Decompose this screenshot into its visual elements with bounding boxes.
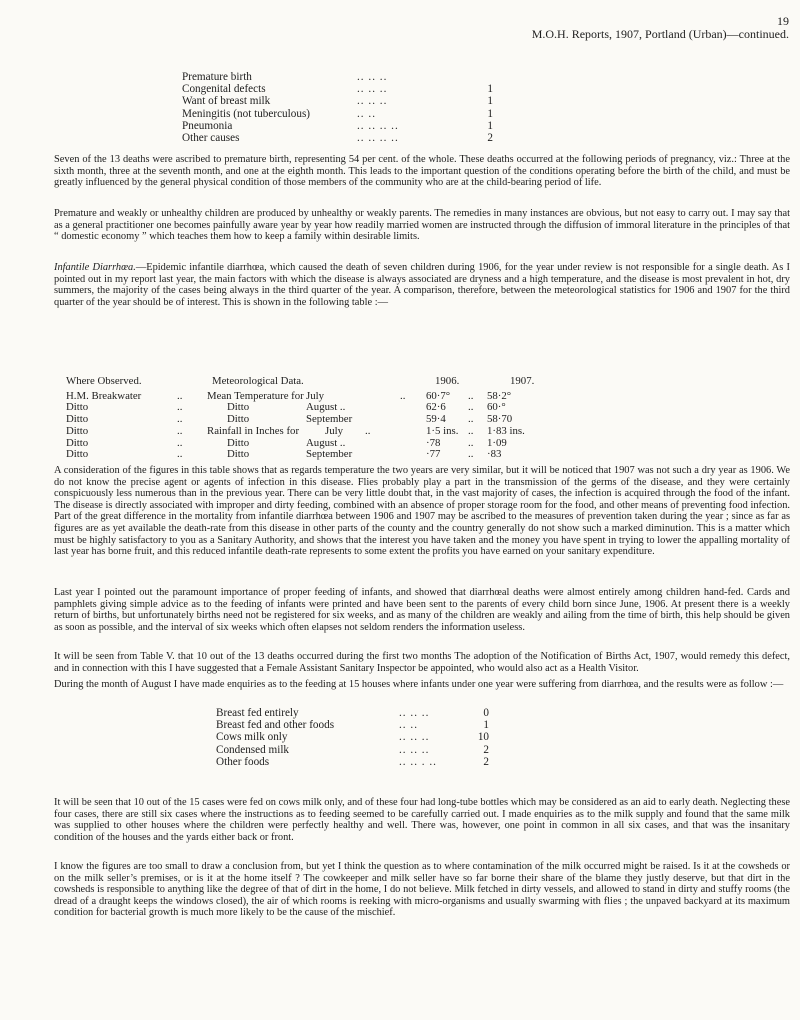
leader-dots: .. ..	[399, 719, 418, 732]
where-cell: Ditto	[66, 436, 89, 449]
where-cell: Ditto	[66, 401, 89, 414]
feeding-count: 10	[477, 731, 489, 744]
data-cell: Mean Temperature for	[207, 389, 304, 402]
column-header: 1906.	[435, 375, 460, 387]
meteorological-table	[66, 376, 570, 461]
paragraph-august-enquiries: During the month of August I have made enquiries as to the feeding at 15 houses where infants under one year were suffering from diarrhœa, and the results were as follow :—	[54, 679, 784, 690]
value-1907: 1·09	[487, 436, 507, 449]
cause-label: Pneumonia	[182, 119, 233, 132]
table-row	[182, 71, 512, 83]
cause-count: 2	[487, 132, 493, 145]
where-cell: Ditto	[66, 413, 89, 426]
leader-dots: ..	[468, 401, 474, 414]
leader-dots: .. .. ..	[399, 707, 430, 719]
leader-dots	[400, 438, 426, 450]
leader-dots: ..	[400, 389, 406, 402]
leader-dots	[400, 402, 426, 414]
paragraph-table-v: It will be seen from Table V. that 10 out of the 13 deaths occurred during the first two months The adoption of the Notification of Births Act, 1907, would remedy this defect, and in connection with this I have suggested that a Female Assistant Sanitary Inspector be appointed, who would also act as a Health Visitor.	[54, 651, 790, 674]
leader-dots: ..	[177, 436, 183, 449]
leader-dots: .. .. ..	[399, 743, 430, 756]
leader-dots: ..	[177, 413, 183, 426]
cause-count: 1	[487, 119, 493, 132]
month-cell: August ..	[306, 401, 346, 414]
cause-label: Congenital defects	[182, 83, 266, 96]
paragraph-infantile-diarrhoea	[54, 262, 790, 308]
leader-dots: ..	[177, 401, 183, 414]
value-1907: ·83	[487, 448, 502, 461]
feeding-count: 2	[483, 743, 489, 756]
causes-of-death-table	[182, 71, 512, 144]
paragraph-consideration: A consideration of the figures in this table shows that as regards temperature the two years are very similar, but it will be noticed that 1907 was not such a dry year as 1906. We do not know the precise agent or agents of infection in this disease. Flies probably play a part in the transmission of the germs of the disease, and they were certainly conspicuously less numerous than in the previous year. There can be very little doubt that, in the vast majority of cases, the infection is acquired through the food of the infant. The disease is directly associated with improper and dirty feeding, combined with an absence of proper storage room for the food, and other means of preventing food infection. Part of the great difference in the mortality from infantile diarrhœa between 1906 and 1907 may be ascribed to the measures of prevention taken during the year ; since as far as figures are as yet available the death-rate from this disease in other parts of the county and the country generally do not show such a marked diminution. This is a matter which must be highly satisfactory to you as a Sanitary Authority, and shows that the interest you have taken and the money you have spent in trying to lower the appalling mortality of last year has borne fruit, and this reduced infantile death-rate represents to some extent the profits you have earned on your sanitary expenditure.	[54, 465, 790, 558]
cause-count: 1	[487, 95, 493, 108]
feeding-method: Other foods	[216, 755, 270, 768]
table-row	[182, 108, 512, 120]
paragraph-last-year: Last year I pointed out the paramount importance of proper feeding of infants, and showed that diarrhœal deaths were almost entirely among children hand-fed. Cards and pamphlets giving simple advice as to the feeding of infants were printed and have been sent to the parents of every child born since June, 1906. At present there is a weekly return of births, but unfortunately births need not be registered for six weeks, and as many of the children are weakly and ailing from the time of birth, this help should be given as soon as possible, and the interval of six weeks which often elapses not seldom renders the information useless.	[54, 587, 790, 633]
leader-dots: .. .. ..	[399, 731, 430, 744]
leader-dots	[400, 414, 426, 426]
feeding-method: Condensed milk	[216, 743, 290, 756]
table-header-row	[66, 376, 570, 388]
month-cell: July	[306, 389, 324, 402]
feeding-count: 1	[483, 719, 489, 732]
where-cell: H.M. Breakwater	[66, 389, 142, 402]
table-row	[216, 744, 489, 756]
value-1906: 60·7°	[426, 389, 451, 402]
table-row	[182, 95, 512, 107]
paragraph-body: —Epidemic infantile diarrhœa, which caused the death of seven children during 1906, for the year under review is not responsible for a single death. As I pointed out in my report last year, the main factors with which the disease is always associated are dryness and a high temperature, and the disease is most prevalent in hot, dry summers, the majority of the cases being always in the third quarter of the year. A comparison, therefore, between the meteorological statistics for 1906 and 1907 for the third quarter of the year should be of interest. This is shown in the following table :—	[54, 262, 790, 308]
section-heading: Infantile Diarrhœa.	[54, 262, 136, 273]
leader-dots: ..	[177, 389, 183, 402]
value-1906: 1·5 ins.	[426, 424, 459, 437]
leader-dots: .. .. ..	[357, 83, 388, 96]
feeding-count: 2	[483, 755, 489, 768]
page-number: 19	[777, 14, 789, 28]
leader-dots: .. .. .. ..	[357, 132, 399, 145]
value-1907: 60·°	[487, 401, 506, 414]
table-row	[66, 426, 570, 438]
month-cell: July	[325, 424, 343, 437]
data-cell: Ditto	[227, 436, 250, 449]
cause-count: 1	[487, 107, 493, 120]
leader-dots: ..	[468, 448, 474, 461]
leader-dots: ..	[177, 448, 183, 461]
leader-dots: ..	[468, 389, 474, 402]
month-cell: September	[306, 448, 353, 461]
month-cell: August ..	[306, 436, 346, 449]
column-header: 1907.	[510, 375, 535, 387]
paragraph-premature-birth: Seven of the 13 deaths were ascribed to premature birth, representing 54 per cent. of the whole. These deaths occurred at the following periods of pregnancy, viz.: Three at the sixth month, three at the seventh month, and one at the eighth month. This leads to the important question of the conditions operating before the birth of the child, and must be greatly influenced by the general physical condition of those members of the community who are at the child-bearing period of life.	[54, 154, 790, 189]
cause-count: 1	[487, 83, 493, 96]
value-1906: 62·6	[426, 401, 446, 414]
leader-dots: .. .. . ..	[399, 755, 437, 768]
feeding-results-table	[216, 707, 489, 768]
leader-dots: ..	[468, 413, 474, 426]
cause-count	[477, 71, 493, 83]
table-row	[182, 132, 512, 144]
leader-dots: .. ..	[357, 107, 376, 120]
value-1907: 1·83 ins.	[487, 424, 525, 437]
value-1906: 59·4	[426, 413, 446, 426]
leader-dots: .. .. ..	[357, 95, 388, 108]
value-1907: 58·70	[487, 413, 513, 426]
cause-label: Other causes	[182, 132, 240, 145]
feeding-method: Breast fed entirely	[216, 707, 299, 719]
where-cell: Ditto	[66, 424, 89, 437]
table-row	[216, 707, 489, 719]
month-cell: September	[306, 413, 353, 426]
table-row	[216, 756, 489, 768]
feeding-method: Cows milk only	[216, 731, 288, 744]
value-1906: ·78	[426, 436, 441, 449]
paragraph-contamination: I know the figures are too small to draw a conclusion from, but yet I think the question as to where contamination of the milk occurred might be raised. Is it at the cowsheds or on the milk seller’s premises, or is it at the home itself ? The cowkeeper and milk seller have so far borne their share of the blame they justly deserve, but that dirt in the cowsheds is responsible to anything like the degree of that of dirt in the home, I do not believe. Milk fetched in dirty vessels, and allowed to stand in dirty and stuffy rooms (the dread of a draught keeps the windows closed), the air of which rooms is reeking with micro-organisms and usually swarming with flies ; the unpaved backyard at its maximum condition for bacterial growth is much more likely to be the cause of the mischief.	[54, 861, 790, 919]
table-row	[66, 449, 570, 461]
leader-dots: .. .. .. ..	[357, 119, 399, 132]
cause-label: Meningitis (not tuberculous)	[182, 107, 311, 120]
where-cell: Ditto	[66, 448, 89, 461]
leader-dots: .. .. ..	[357, 71, 388, 83]
leader-dots: ..	[468, 436, 474, 449]
cause-label: Premature birth	[182, 71, 252, 83]
feeding-method: Breast fed and other foods	[216, 719, 335, 732]
data-cell: Rainfall in Inches for	[207, 424, 300, 437]
running-header: M.O.H. Reports, 1907, Portland (Urban)—continued.	[531, 27, 789, 41]
cause-label: Want of breast milk	[182, 95, 271, 108]
table-row	[182, 120, 512, 132]
data-cell: Ditto	[227, 413, 250, 426]
value-1907: 58·2°	[487, 389, 512, 402]
leader-dots: ..	[468, 424, 474, 437]
data-cell: Ditto	[227, 448, 250, 461]
value-1906: ·77	[426, 448, 441, 461]
feeding-count: 0	[483, 707, 489, 719]
paragraph-cows-milk: It will be seen that 10 out of the 15 cases were fed on cows milk only, and of these four had long-tube bottles which may be considered as an aid to early death. Neglecting these four cases, there are still six cases where the instructions as to feeding seemed to be carefully carried out. I made enquiries as to the milk supply and found that the same milk was supplied to other houses where the children were perfectly healthy and well. There was, however, one point in common in all six cases, and that was the insanitary condition of the houses and the yards either back or front.	[54, 797, 790, 843]
data-cell: Ditto	[227, 401, 250, 414]
leader-dots: ..	[177, 424, 183, 437]
leader-dots	[400, 449, 426, 461]
leader-dots: ..	[365, 424, 371, 437]
column-header: Meteorological Data.	[212, 375, 304, 387]
table-row	[216, 731, 489, 743]
paragraph-premature-weakly: Premature and weakly or unhealthy children are produced by unhealthy or weakly parents. The remedies in many instances are obvious, but not easy to carry out. I may say that as a general practitioner one becomes painfully aware year by year how readily married women are instructed through the diffusion of immoral literature in the principles of that “ domestic economy ” which teaches them how to keep a family within desirable limits.	[54, 208, 790, 243]
column-header: Where Observed.	[66, 375, 142, 387]
table-row	[182, 83, 512, 95]
table-row	[216, 719, 489, 731]
